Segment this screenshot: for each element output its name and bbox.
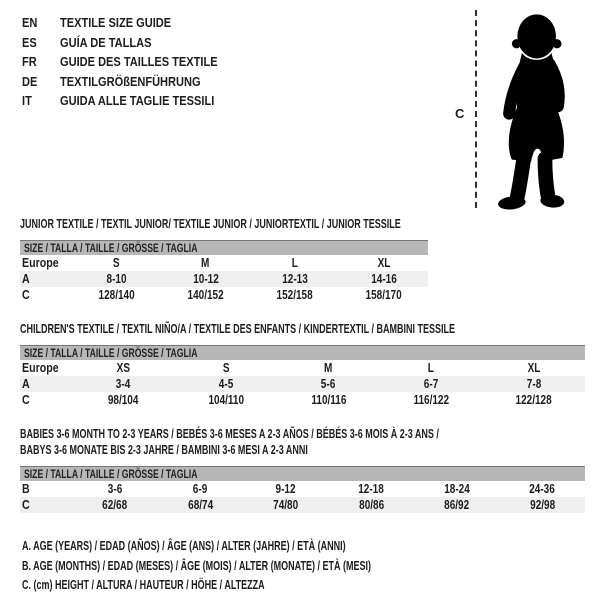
table-cell bbox=[161, 256, 250, 270]
table-cell-text: 86/92 bbox=[444, 498, 470, 512]
table-cell bbox=[175, 377, 278, 391]
table-title-text: BABIES 3-6 MONTH TO 2-3 YEARS / BEBÉS 3-6 MESES A 2-3 AÑOS / BÉBÉS 3-6 MOIS À 2-3 ANS / bbox=[20, 427, 439, 441]
table-cell bbox=[482, 393, 585, 407]
table-cell-text: 9-12 bbox=[275, 482, 296, 496]
table-size-header-text: SIZE / TALLA / TAILLE / GRÖSSE / TAGLIA bbox=[24, 241, 198, 255]
table-cell bbox=[243, 482, 329, 496]
footnote-line bbox=[22, 576, 600, 596]
row-label bbox=[20, 498, 72, 512]
table-cell-text: 7-8 bbox=[526, 377, 541, 391]
language-label: TEXTILE SIZE GUIDE bbox=[60, 15, 172, 31]
table-cell-text: 12-13 bbox=[281, 272, 308, 286]
language-label: GUIDA ALLE TAGLIE TESSILI bbox=[60, 93, 215, 109]
table-cell-text: 10-12 bbox=[192, 272, 219, 286]
table-cell-text: 3-6 bbox=[107, 482, 122, 496]
language-row bbox=[22, 52, 245, 72]
table-cell bbox=[380, 361, 483, 375]
table-cell-text: XL bbox=[377, 256, 390, 270]
table-cell bbox=[339, 288, 428, 302]
header bbox=[0, 0, 600, 216]
table-cell bbox=[243, 498, 329, 512]
measure-c-label: C bbox=[455, 106, 465, 121]
table-cell bbox=[414, 482, 500, 496]
language-code: IT bbox=[22, 93, 32, 109]
table-cell bbox=[482, 377, 585, 391]
table-size-header-text: SIZE / TALLA / TAILLE / GRÖSSE / TAGLIA bbox=[24, 346, 198, 360]
row-label bbox=[20, 482, 72, 496]
table-row bbox=[20, 392, 585, 408]
row-label-text: Europe bbox=[22, 256, 59, 270]
table-cell-text: 98/104 bbox=[107, 393, 139, 407]
row-label-text: B bbox=[22, 482, 30, 496]
language-row bbox=[22, 13, 245, 33]
table-cell bbox=[72, 482, 158, 496]
language-label: GUÍA DE TALLAS bbox=[60, 34, 152, 50]
table-cell-text: 12-18 bbox=[358, 482, 385, 496]
table-cell bbox=[482, 361, 585, 375]
height-dashed-line bbox=[475, 10, 477, 208]
language-row bbox=[22, 72, 245, 92]
table-cell-text: 6-7 bbox=[423, 377, 439, 391]
row-label bbox=[20, 288, 72, 302]
language-label: TEXTILGRÖßENFÜHRUNG bbox=[60, 73, 201, 89]
footnotes bbox=[22, 537, 600, 596]
language-code: ES bbox=[22, 34, 37, 50]
table-cell bbox=[339, 256, 428, 270]
table-cell-text: 6-9 bbox=[193, 482, 208, 496]
table-title-text: JUNIOR TEXTILE / TEXTIL JUNIOR/ TEXTILE JUNIOR / JUNIORTEXTIL / JUNIOR TESSILE bbox=[20, 217, 401, 231]
table-cell-text: S bbox=[222, 361, 230, 375]
footnote-text: C. (cm) HEIGHT / ALTURA / HAUTEUR / HÖHE / ALTEZZA bbox=[22, 578, 265, 592]
table-cell-text: 68/74 bbox=[187, 498, 213, 512]
table-cell bbox=[277, 377, 380, 391]
language-code: DE bbox=[22, 73, 38, 89]
table-cell-text: 158/170 bbox=[365, 288, 402, 302]
table-cell-text: XS bbox=[116, 361, 130, 375]
table-cell-text: 92/98 bbox=[529, 498, 555, 512]
table-cell bbox=[329, 498, 415, 512]
table-cell bbox=[250, 256, 339, 270]
table-cell-text: 3-4 bbox=[116, 377, 131, 391]
row-label bbox=[20, 377, 72, 391]
row-label-text: A bbox=[22, 377, 30, 391]
table-size-header bbox=[20, 466, 585, 481]
table-row bbox=[20, 497, 585, 513]
table-cell bbox=[414, 498, 500, 512]
row-label-text: A bbox=[22, 272, 30, 286]
table-title bbox=[20, 426, 585, 442]
table-cell-text: L bbox=[291, 256, 298, 270]
footnote-line bbox=[22, 537, 600, 557]
language-code: EN bbox=[22, 15, 38, 31]
size-table bbox=[20, 216, 428, 303]
table-cell bbox=[161, 272, 250, 286]
table-cell-text: 24-36 bbox=[529, 482, 556, 496]
table-cell-text: 152/158 bbox=[276, 288, 313, 302]
table-cell bbox=[250, 272, 339, 286]
table-cell bbox=[500, 482, 586, 496]
row-label-text: C bbox=[22, 288, 30, 302]
table-row bbox=[20, 255, 428, 271]
table-cell bbox=[72, 288, 161, 302]
table-cell-text: 4-5 bbox=[218, 377, 234, 391]
table-cell-text: 5-6 bbox=[321, 377, 336, 391]
height-measure-graphic bbox=[450, 6, 582, 214]
language-row bbox=[22, 33, 245, 53]
table-cell-text: M bbox=[201, 256, 210, 270]
row-label bbox=[20, 361, 72, 375]
table-cell-text: 110/116 bbox=[310, 393, 347, 407]
language-label: GUIDE DES TAILLES TEXTILE bbox=[60, 54, 218, 70]
table-row bbox=[20, 271, 428, 287]
table-cell bbox=[175, 361, 278, 375]
table-title bbox=[20, 216, 428, 232]
table-cell-text: 128/140 bbox=[98, 288, 135, 302]
table-cell bbox=[277, 393, 380, 407]
toddler-silhouette-icon bbox=[487, 8, 579, 212]
language-row bbox=[22, 91, 245, 111]
table-title bbox=[20, 442, 585, 458]
table-cell-text: 116/122 bbox=[413, 393, 449, 407]
table-cell-text: 62/68 bbox=[102, 498, 128, 512]
size-table bbox=[20, 426, 585, 513]
table-cell bbox=[175, 393, 278, 407]
table-row bbox=[20, 360, 585, 376]
row-label-text: C bbox=[22, 498, 30, 512]
table-cell bbox=[72, 377, 175, 391]
table-cell-text: 80/86 bbox=[358, 498, 384, 512]
language-code: FR bbox=[22, 54, 37, 70]
table-cell-text: XL bbox=[527, 361, 541, 375]
row-label bbox=[20, 272, 72, 286]
table-cell-text: 18-24 bbox=[443, 482, 470, 496]
table-cell bbox=[339, 272, 428, 286]
footnote-text: A. AGE (YEARS) / EDAD (AÑOS) / ÂGE (ANS) / ALTER (JAHRE) / ETÀ (ANNI) bbox=[22, 539, 346, 553]
table-cell bbox=[250, 288, 339, 302]
row-label-text: C bbox=[22, 393, 30, 407]
table-cell-text: 140/152 bbox=[187, 288, 224, 302]
table-cell-text: 8-10 bbox=[106, 272, 127, 286]
table-cell bbox=[380, 377, 483, 391]
table-cell bbox=[158, 482, 244, 496]
table-size-header bbox=[20, 240, 428, 255]
table-title-text: CHILDREN'S TEXTILE / TEXTIL NIÑO/A / TEXTILE DES ENFANTS / KINDERTEXTIL / BAMBINI TESSILE bbox=[20, 322, 456, 336]
table-row bbox=[20, 376, 585, 392]
size-table bbox=[20, 321, 585, 408]
table-row bbox=[20, 287, 428, 303]
table-size-header bbox=[20, 345, 585, 360]
table-cell bbox=[277, 361, 380, 375]
table-title bbox=[20, 321, 585, 337]
table-row bbox=[20, 481, 585, 497]
language-list bbox=[22, 13, 245, 111]
size-tables bbox=[20, 216, 600, 513]
row-label-text: Europe bbox=[22, 361, 59, 375]
table-cell-text: L bbox=[428, 361, 435, 375]
table-cell-text: M bbox=[324, 361, 333, 375]
row-label bbox=[20, 393, 72, 407]
table-cell bbox=[72, 393, 175, 407]
table-cell bbox=[72, 361, 175, 375]
table-cell bbox=[380, 393, 483, 407]
table-cell bbox=[72, 272, 161, 286]
table-cell bbox=[72, 498, 158, 512]
table-cell bbox=[72, 256, 161, 270]
table-cell-text: S bbox=[113, 256, 120, 270]
table-title-text: BABYS 3-6 MONATE BIS 2-3 JAHRE / BAMBINI 3-6 MESI A 2-3 ANNI bbox=[20, 443, 308, 457]
table-cell bbox=[158, 498, 244, 512]
table-cell-text: 14-16 bbox=[370, 272, 397, 286]
footnote-line bbox=[22, 557, 600, 577]
footnote-text: B. AGE (MONTHS) / EDAD (MESES) / ÂGE (MOIS) / ALTER (MONATE) / ETÀ (MESI) bbox=[22, 558, 371, 573]
table-size-header-text: SIZE / TALLA / TAILLE / GRÖSSE / TAGLIA bbox=[24, 467, 198, 481]
table-cell-text: 74/80 bbox=[273, 498, 299, 512]
table-cell-text: 104/110 bbox=[208, 393, 244, 407]
table-cell bbox=[329, 482, 415, 496]
row-label bbox=[20, 256, 72, 270]
table-cell-text: 122/128 bbox=[515, 393, 552, 407]
table-cell bbox=[500, 498, 586, 512]
table-cell bbox=[161, 288, 250, 302]
